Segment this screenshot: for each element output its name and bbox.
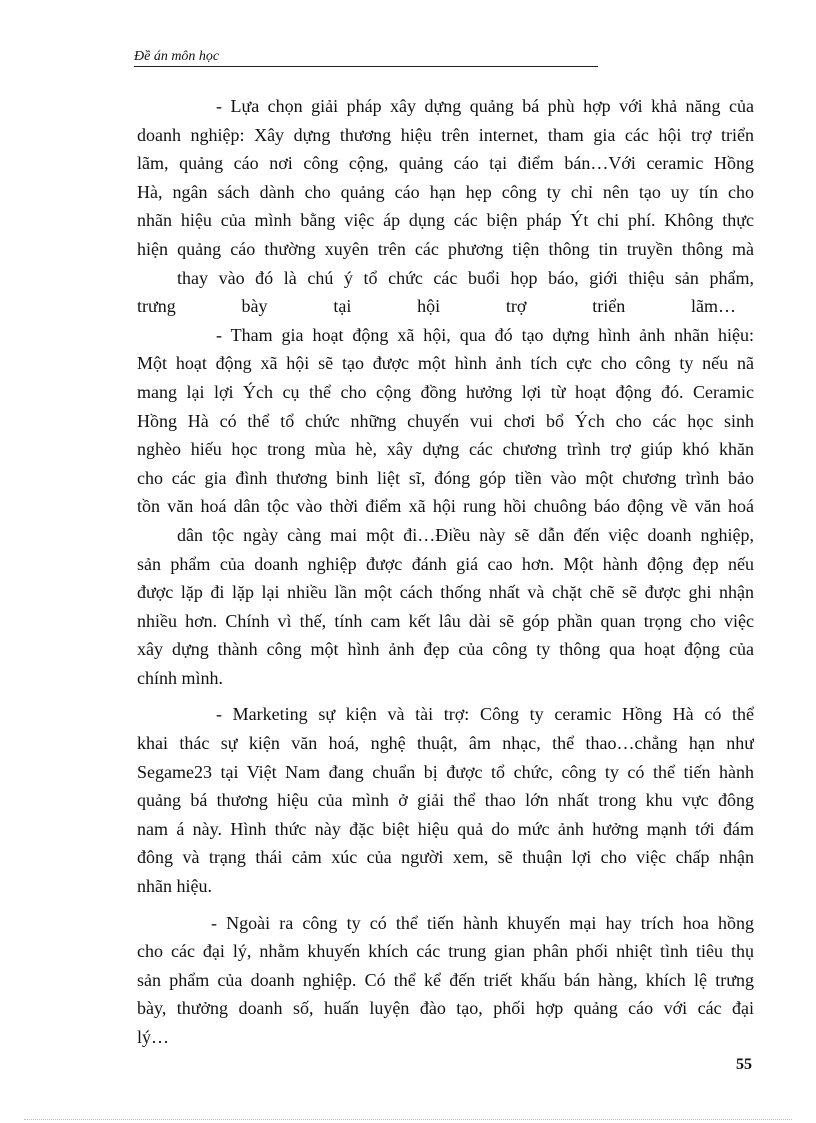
page-header [134,49,598,67]
text-line: mang lại lợi Ých cụ thể cho cộng đồng hưởng lợi từ hoạt động đó. Ceramic [137,381,754,402]
text-line: bày, thưởng doanh số, huấn luyện đào tạo, phối hợp quảng cáo với các đại [137,998,754,1019]
text-line: xây dựng thành công một hình ảnh đẹp của công ty thông qua hoạt động của [137,639,754,660]
page-number: 55 [736,1056,752,1073]
text-line: nhãn hiệu. [137,876,212,897]
text-line: doanh nghiệp: Xây dựng thương hiệu trên internet, tham gia các hội trợ triển [137,124,754,145]
page-footer-divider [24,1119,792,1120]
paragraph [137,700,754,900]
text-line: nghèo hiếu học trong mùa hè, xây dựng các chương trình trợ giúp khó khăn [137,439,754,460]
text-line: cho các đại lý, nhằm khuyến khích các trung gian phân phối nhiệt tình tiêu thụ [137,941,754,962]
text-line: Segame23 tại Việt Nam đang chuẩn bị được tổ chức, công ty có thể tiến hành [137,761,754,782]
text-line: trưng bày tại hội trợ triển lãm… [137,296,736,317]
text-line: Hồng Hà có thể tổ chức những chuyến vui chơi bổ Ých cho các học sinh [137,410,754,431]
text-line: sản phẩm của doanh nghiệp được đánh giá cao hơn. Một hành động đẹp nếu [137,553,754,574]
text-line: lãm, quảng cáo nơi công cộng, quảng cáo tại điểm bán…Với ceramic Hồng [137,153,754,174]
text-line: - Tham gia hoạt động xã hội, qua đó tạo dựng hình ảnh nhãn hiệu: [216,324,754,345]
text-line: hiện quảng cáo thường xuyên trên các phương tiện thông tin truyền thông mà [137,238,754,259]
text-line: nam á này. Hình thức này đặc biệt hiệu quả do mức ảnh hưởng mạnh tới đám [137,818,754,839]
text-line: cho các gia đình thương binh liệt sĩ, đóng góp tiền vào một chương trình bảo [137,467,754,488]
paragraph-gap [137,901,754,909]
paragraph [137,909,754,1052]
text-line: nhiều hơn. Chính vì thế, tính cam kết lâu dài sẽ góp phần quan trọng cho việc [137,610,754,631]
paragraph [137,321,754,693]
text-line: nhãn hiệu của mình bằng việc áp dụng các biện pháp Ýt chi phí. Không thực [137,210,754,231]
text-line: chính mình. [137,667,223,688]
paragraph-gap [137,692,754,700]
text-line: Hà, ngân sách dành cho quảng cáo hạn hẹp công ty chỉ nên tạo uy tín cho [137,181,754,202]
header-title: Đề án môn học [134,49,220,64]
text-line: quảng bá thương hiệu của mình ở giải thể thao lớn nhất trong khu vực đông [137,790,754,811]
text-line: khai thác sự kiện văn hoá, nghệ thuật, âm nhạc, thể thao…chẳng hạn như [137,733,754,754]
text-line: - Lựa chọn giải pháp xây dựng quảng bá phù hợp với khả năng của [216,96,754,116]
text-line: dân tộc ngày càng mai một đi…Điều này sẽ dẫn đến việc doanh nghiệp, [177,524,754,545]
text-line: sản phẩm của doanh nghiệp. Có thể kể đến triết khấu bán hàng, khích lệ trưng [137,969,754,990]
body-text [137,92,754,1052]
text-line: thay vào đó là chú ý tổ chức các buổi họp báo, giới thiệu sản phẩm, [177,267,754,288]
text-line: - Ngoài ra công ty có thể tiến hành khuyến mại hay trích hoa hồng [211,912,754,933]
text-line: được lặp đi lặp lại nhiều lần một cách thống nhất và chặt chẽ sẽ được ghi nhận [137,582,754,603]
text-line: lý… [137,1027,170,1047]
text-line: Một hoạt động xã hội sẽ tạo được một hình ảnh tích cực cho công ty nếu nã [137,353,754,374]
text-line: tồn văn hoá dân tộc vào thời điểm xã hội rung hồi chuông báo động về văn hoá [137,496,754,517]
text-line: - Marketing sự kiện và tài trợ: Công ty ceramic Hồng Hà có thể [216,704,754,725]
paragraph [137,92,754,321]
text-line: đông và trạng thái cảm xúc của người xem, sẽ thuận lợi cho việc chấp nhận [137,847,754,868]
